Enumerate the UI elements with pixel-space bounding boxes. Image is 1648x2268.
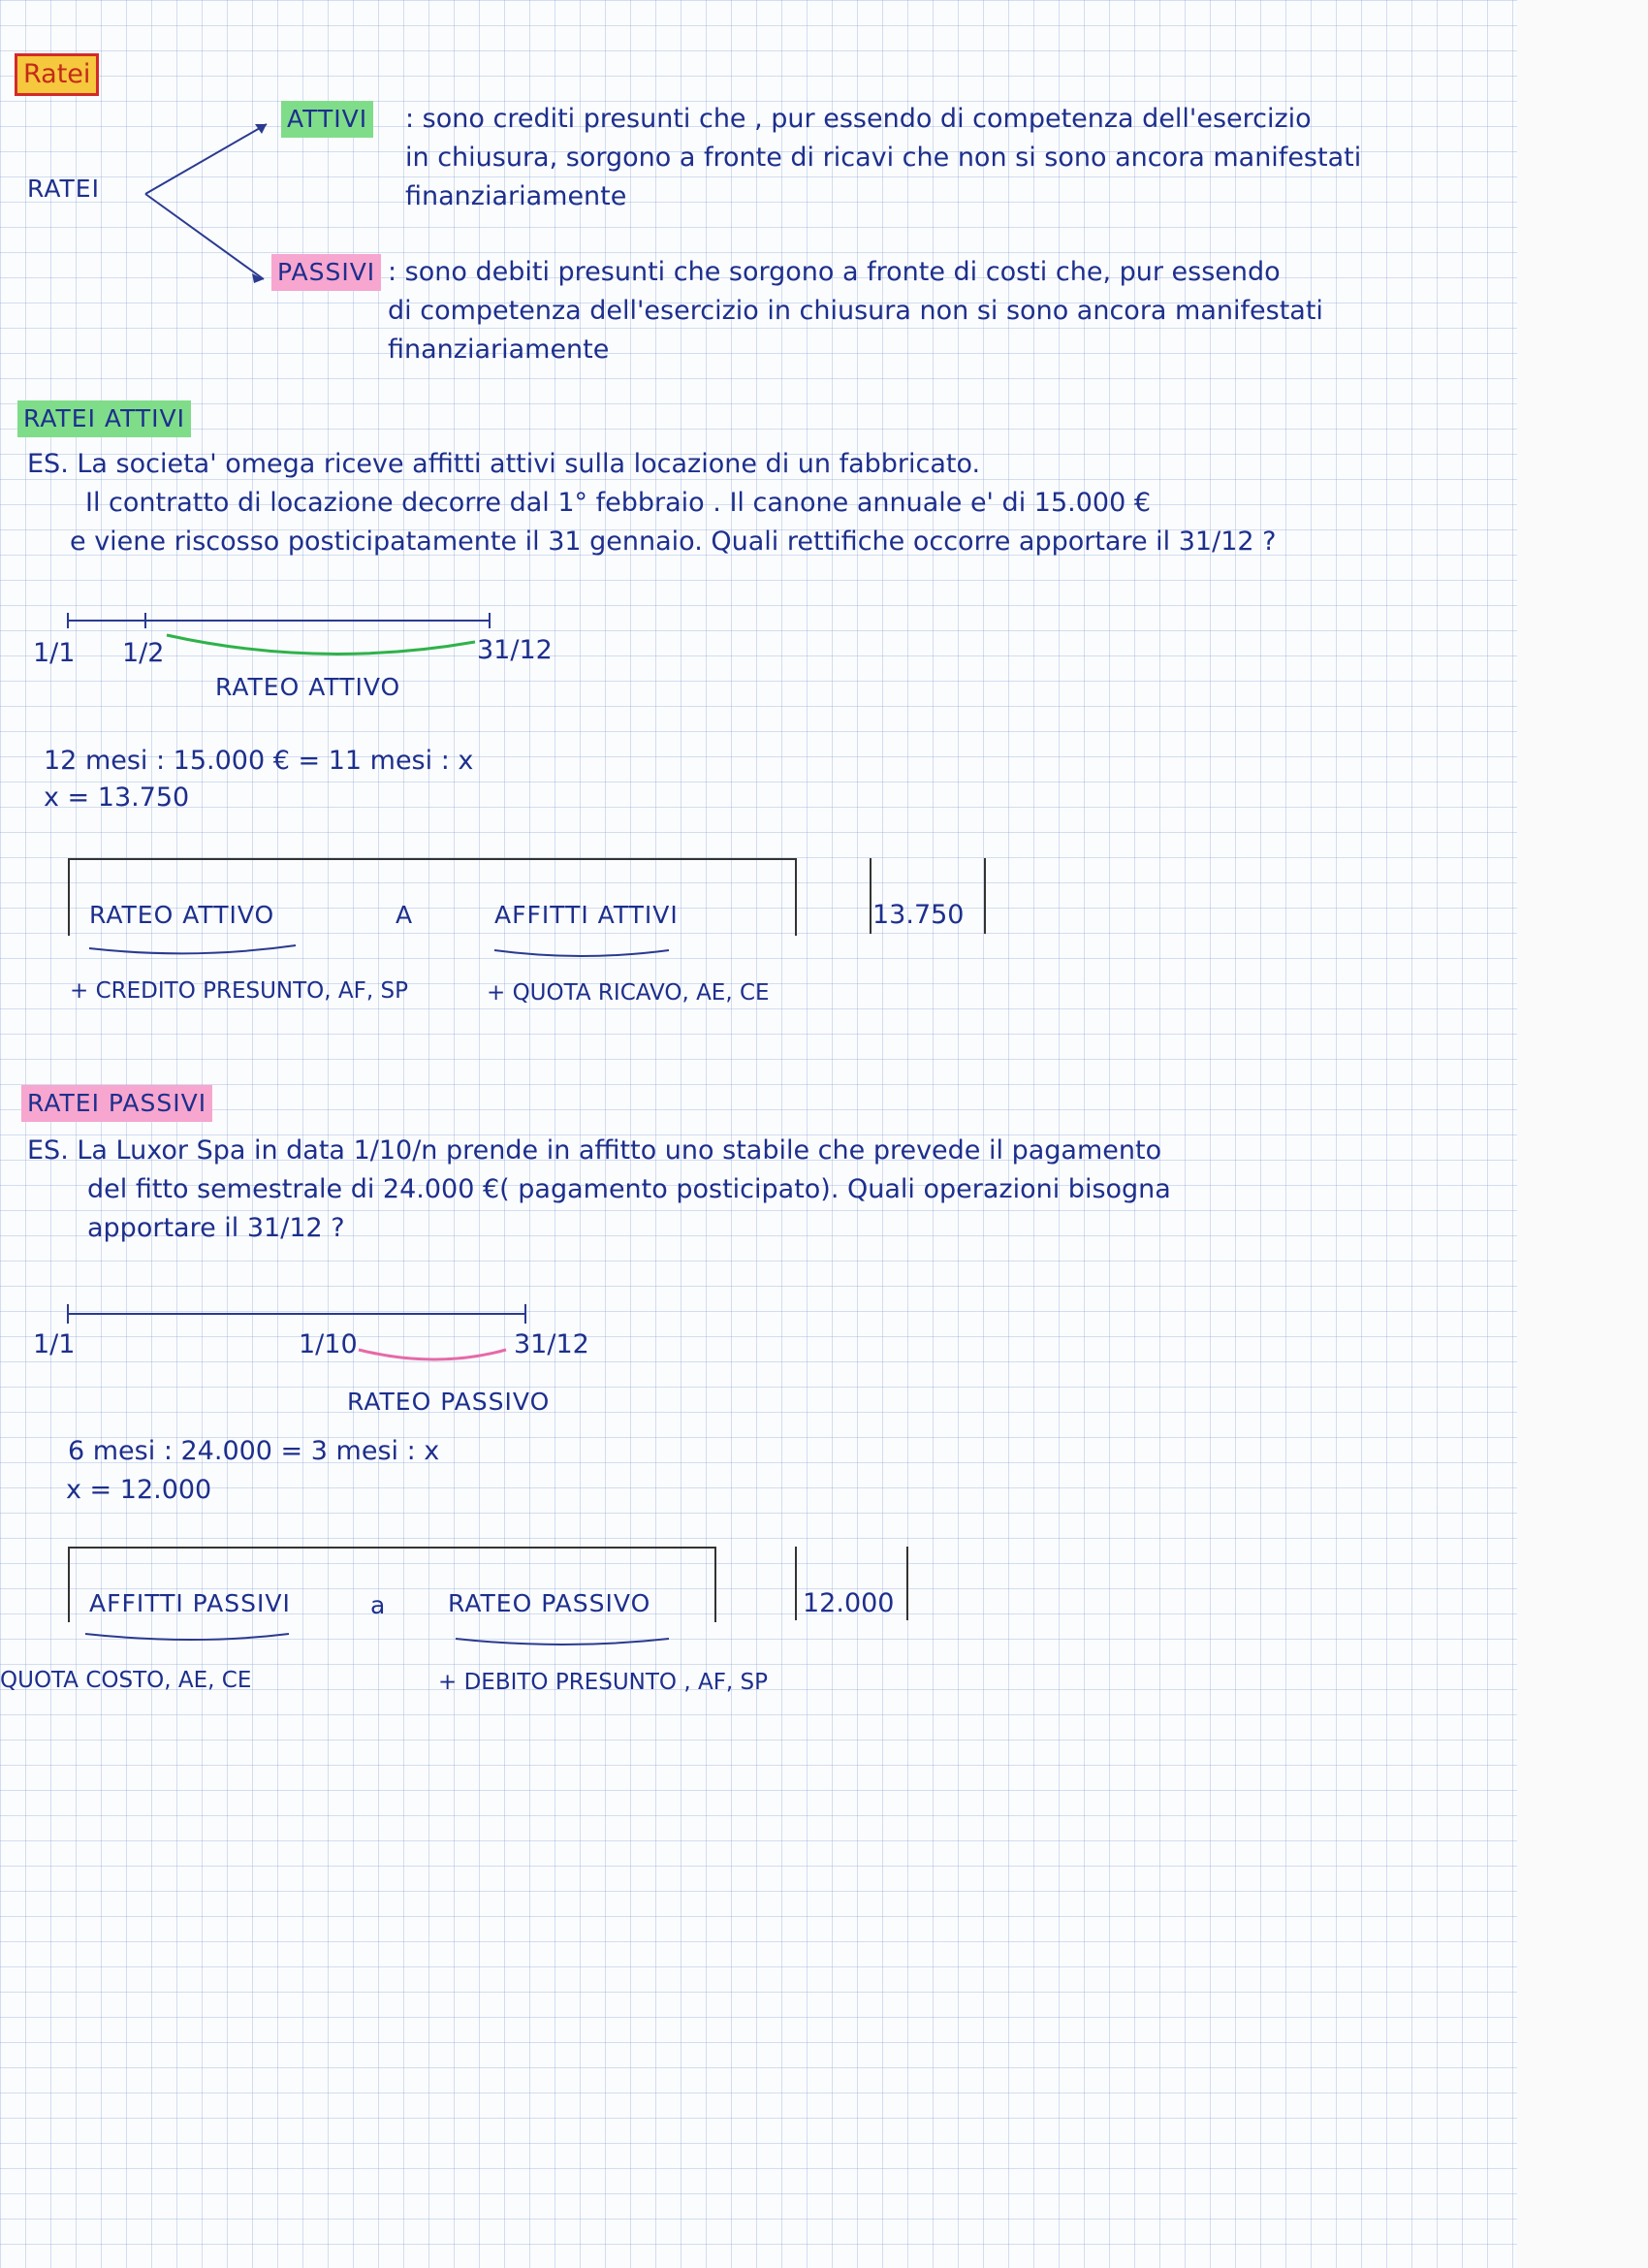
timeline-1-mid: 1/2 — [122, 638, 165, 668]
passivi-line-3: finanziariamente — [388, 335, 610, 365]
entry-2-debit: AFFITTI PASSIVI — [89, 1589, 291, 1617]
entry-1-debit: RATEO ATTIVO — [89, 901, 275, 929]
exercise-1-line-2: Il contratto di locazione decorre dal 1° febbraio . Il canone annuale e' di 15.000 € — [85, 488, 1152, 518]
ratei-root-label: RATEI — [27, 175, 100, 203]
page-title: Ratei — [15, 53, 99, 96]
entry-2-note-credit: + DEBITO PRESUNTO , AF, SP — [438, 1670, 769, 1695]
timeline-1-label: RATEO ATTIVO — [215, 673, 401, 701]
section-heading-ratei-passivi: RATEI PASSIVI — [21, 1085, 212, 1122]
proportion-2: 6 mesi : 24.000 = 3 mesi : x — [68, 1436, 440, 1466]
attivi-line-3: finanziariamente — [405, 181, 627, 211]
entry-1-note-credit: + QUOTA RICAVO, AE, CE — [487, 980, 770, 1006]
proportion-1: 12 mesi : 15.000 € = 11 mesi : x — [44, 746, 474, 776]
entry-2-note-debit: QUOTA COSTO, AE, CE — [0, 1668, 252, 1693]
entry-2-a: a — [370, 1591, 387, 1619]
attivi-label: ATTIVI — [281, 101, 373, 138]
entry-2-credit: RATEO PASSIVO — [448, 1589, 651, 1617]
attivi-line-1: : sono crediti presunti che , pur essendo di competenza dell'esercizio — [405, 104, 1312, 134]
timeline-1-end: 31/12 — [477, 635, 553, 665]
section-heading-ratei-attivi: RATEI ATTIVI — [17, 400, 191, 437]
passivi-line-1: : sono debiti presunti che sorgono a fronte di costi che, pur essendo — [388, 257, 1281, 287]
entry-2-amount: 12.000 — [803, 1588, 895, 1618]
passivi-line-2: di competenza dell'esercizio in chiusura non si sono ancora manifestati — [388, 296, 1323, 326]
entry-1-note-debit: + CREDITO PRESUNTO, AF, SP — [70, 978, 408, 1004]
brace-passivi — [359, 1350, 506, 1359]
arrow-passivi — [145, 194, 264, 279]
timeline-2-start: 1/1 — [33, 1329, 76, 1359]
timeline-2-label: RATEO PASSIVO — [347, 1388, 551, 1416]
exercise-2-line-1: ES. La Luxor Spa in data 1/10/n prende in affitto uno stabile che prevede il pagamento — [27, 1135, 1162, 1166]
exercise-1-line-1: ES. La societa' omega riceve affitti attivi sulla locazione di un fabbricato. — [27, 449, 981, 479]
timeline-2-end: 31/12 — [514, 1329, 589, 1359]
result-1: x = 13.750 — [44, 783, 190, 813]
timeline-2-mid: 1/10 — [299, 1329, 358, 1359]
exercise-2-line-2: del fitto semestrale di 24.000 €( pagamento posticipato). Quali operazioni bisogna — [87, 1174, 1171, 1204]
arrow-attivi — [145, 124, 267, 194]
entry-1-a: A — [396, 901, 414, 929]
entry-1-credit: AFFITTI ATTIVI — [494, 901, 679, 929]
entry-1-amount: 13.750 — [872, 900, 965, 930]
exercise-1-line-3: e viene riscosso posticipatamente il 31 gennaio. Quali rettifiche occorre apportare il 31/12 ? — [70, 527, 1277, 557]
attivi-line-2: in chiusura, sorgono a fronte di ricavi che non si sono ancora manifestati — [405, 143, 1362, 173]
result-2: x = 12.000 — [66, 1475, 212, 1505]
exercise-2-line-3: apportare il 31/12 ? — [87, 1213, 345, 1243]
brace-attivi — [167, 635, 475, 654]
passivi-label: PASSIVI — [271, 254, 381, 291]
timeline-1-start: 1/1 — [33, 638, 76, 668]
